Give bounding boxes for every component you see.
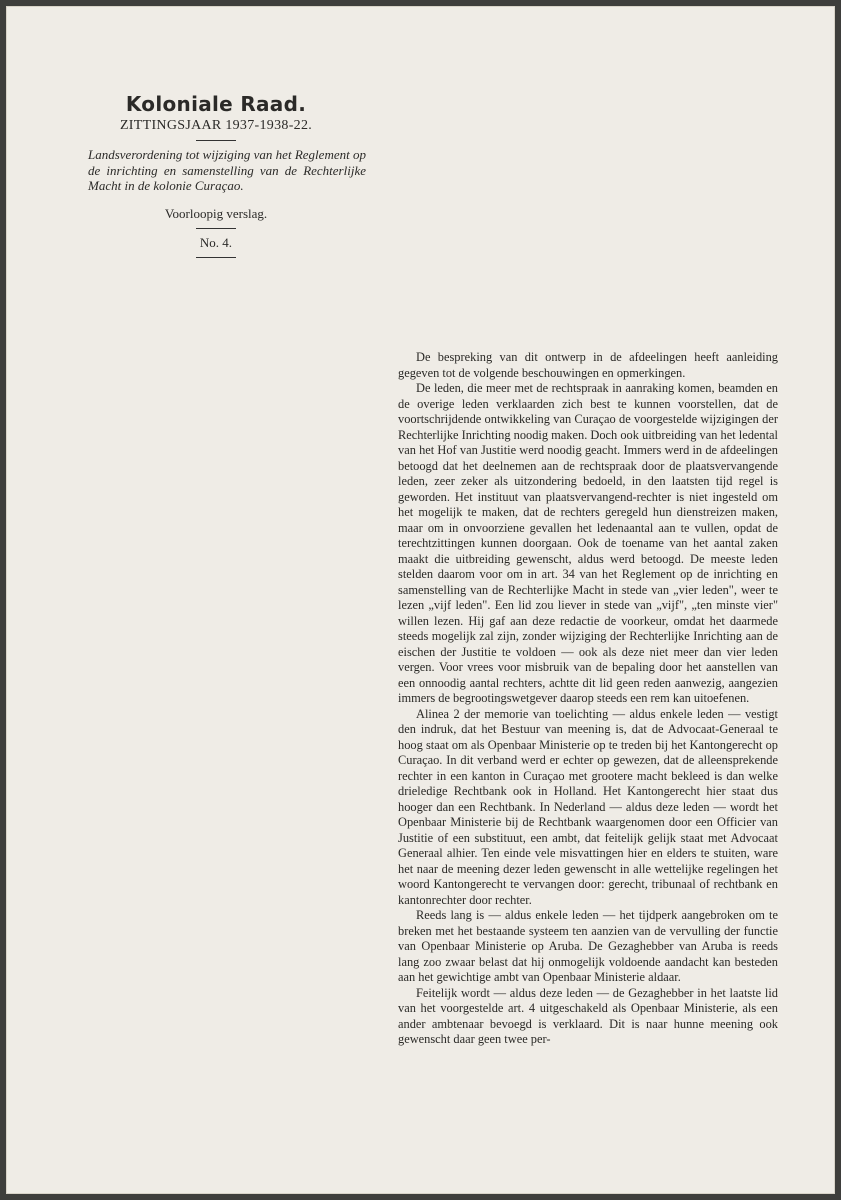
report-type: Voorloopig verslag. <box>164 205 268 221</box>
document-number: No. 4. <box>199 234 233 250</box>
paragraph: De leden, die meer met de rechtspraak in aanraking komen, beamden en de overige leden verklaarden zich best te kunnen voorstellen, dat de voortschrijdende ontwikkeling van Curaçao de voorgestelde wijzigingen der Rechterlijke Inrichting noodig maken. Doch ook uitbreiding van het ledental van het Hof van Justitie werd noodig geacht. Immers werd in de afdeelingen betoogd dat het deelnemen aan de rechtspraak door de plaatsvervangende leden, zeer zeker als uitzondering bedoeld, in den laatsten tijd regel is geworden. Het instituut van plaatsvervangend-rechter is niet ingesteld om het mogelijk te maken, dat de rechters geregeld hun dienstreizen maken, maar om in onvoorziene gevallen het ledenaantal aan te vullen, opdat de terechtzittingen kunnen doorgaan. Ook de toename van het aantal zaken maakt die uitbreiding gewenscht, aldus werd betoogd. De meeste leden stelden daarom voor om in art. 34 van het Reglement op de inrichting en samenstelling van de Rechterlijke Macht in stede van „vier leden", weer te lezen „vijf leden". Een lid zou liever in stede van „vijf", „ten minste vier" willen lezen. Hij gaf aan deze redactie de voorkeur, omdat het daarmede steeds mogelijk zal zijn, zonder wijziging der Rechterlijke Inrichting aan de eischen der Justitie te voldoen — ook als deze niet meer dan vier leden vergen. Voor vrees voor misbruik van de bepaling door het aanstellen van een onnoodig aantal rechters, achtte dit lid geen reden aanwezig, aangezien immers de begrootingswetgever daarop steeds een rem kan uitoefenen. <box>398 381 778 705</box>
divider <box>196 257 236 258</box>
document-header <box>66 92 366 264</box>
session-line: ZITTINGSJAAR 1937-1938-22. <box>119 118 313 133</box>
divider <box>196 140 236 141</box>
paragraph: De bespreking van dit ontwerp in de afdeelingen heeft aanleiding gegeven tot de volgende beschouwingen en opmerkingen. <box>398 350 778 380</box>
document-page <box>6 6 835 1194</box>
ordinance-subject: Landsverordening tot wijziging van het Reglement op de inrichting en samenstelling van de Rechterlijke Macht in de kolonie Curaçao. <box>88 147 366 193</box>
paragraph: Feitelijk wordt — aldus deze leden — de Gezaghebber in het laatste lid van het voorgestelde art. 4 uitgeschakeld als Openbaar Ministerie, als een ander ambtenaar bevoegd is verklaard. Dit is naar hunne meening ook gewenscht daar geen twee per- <box>398 985 778 1046</box>
council-title: Koloniale Raad. <box>125 92 307 116</box>
report-body <box>398 350 778 1048</box>
paragraph: Reeds lang is — aldus enkele leden — het tijdperk aangebroken om te breken met het bestaande systeem ten aanzien van de vervulling der functie van Openbaar Ministerie op Aruba. De Gezaghebber van Aruba is reeds lang zoo zwaar belast dat hij onmogelijk voldoende aandacht kan besteden aan het gewichtige ambt van Openbaar Ministerie aldaar. <box>398 908 778 984</box>
paragraph: Alinea 2 der memorie van toelichting — aldus enkele leden — vestigt den indruk, dat het Bestuur van meening is, dat de Advocaat-Generaal te hoog staat om als Openbaar Ministerie op te treden bij het Kantongerecht op Curaçao. In dit verband werd er echter op gewezen, dat de alleensprekende rechter in een kanton in Curaçao met grootere macht bekleed is dan welke drieledige Rechtbank ook in Holland. Het Kantongerecht hier staat dus hooger dan een Rechtbank. In Nederland — aldus deze leden — wordt het Openbaar Ministerie bij de Rechtbank waargenomen door een Officier van Justitie of een substituut, een ambt, dat feitelijk gelijk staat met Advocaat Generaal alhier. Ten einde vele misvattingen hier en elders te stuiten, ware het naar de meening dezer leden gewenscht in alle wettelijke regelingen het woord Kantongerecht te vervangen door: gerecht, tribunaal of rechtbank en kantonrechter door rechter. <box>398 706 778 907</box>
divider <box>196 228 236 229</box>
